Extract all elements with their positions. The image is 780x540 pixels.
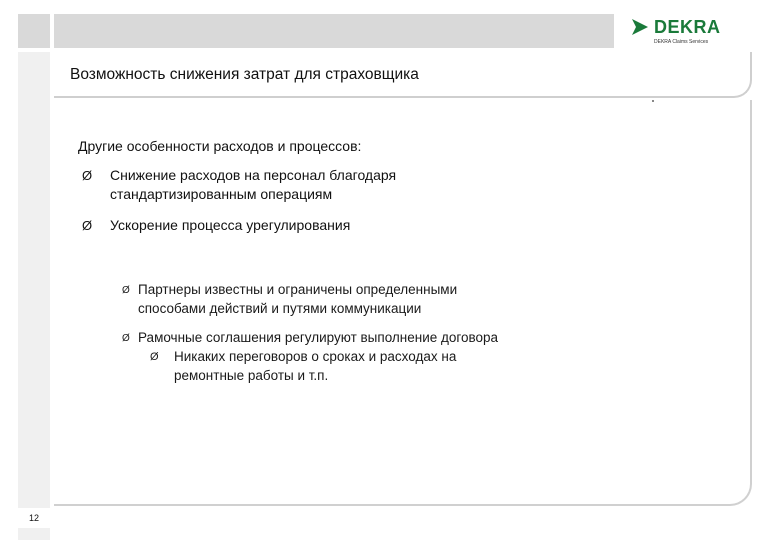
logo-subtitle: DEKRA Claims Services [654, 39, 709, 45]
sub-sub-bullet-text: Никаких переговоров о сроках и расходах на ремонтные работы и т.п. [174, 349, 457, 383]
corner-box [18, 14, 50, 48]
dekra-logo [620, 14, 760, 48]
header-bar [54, 14, 614, 48]
page-number: 12 [18, 508, 50, 528]
section-heading: Другие особенности расходов и процессов: [78, 138, 362, 154]
sub-bullet-text: Рамочные соглашения регулируют выполнение договора [138, 330, 499, 345]
bullet-arrow-icon: Ø [82, 168, 93, 183]
bullet-text: Снижение расходов на персонал благодаря стандартизированным операциям [110, 167, 397, 202]
dekra-arrow-icon [630, 17, 650, 37]
sub-sub-bullet-arrow-icon: Ø [150, 351, 159, 363]
sub-bullet-arrow-icon: Ø [122, 333, 130, 344]
logo-text: DEKRA [654, 17, 721, 37]
sub-bullet-text: Партнеры известны и ограничены определенными способами действий и путями коммуникации [138, 282, 458, 316]
bullet-text: Ускорение процесса урегулирования [110, 217, 351, 233]
bullet-arrow-icon: Ø [82, 218, 93, 233]
left-strip [18, 52, 50, 540]
sub-bullet-arrow-icon: Ø [122, 285, 130, 296]
page-title: Возможность снижения затрат для страховщика [70, 66, 419, 83]
